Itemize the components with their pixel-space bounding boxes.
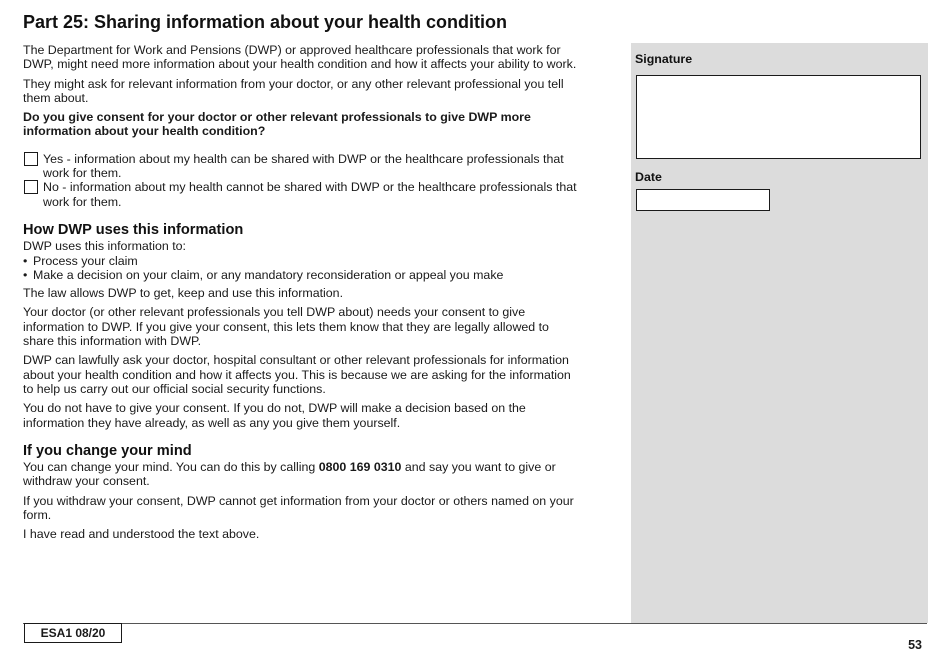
footer-divider — [23, 623, 927, 624]
lawful-paragraph: DWP can lawfully ask your doctor, hospital consultant or other relevant professionals for information about your health condition and how it affects you. This is because we are asking for the information to help us carry out our official social security functions. — [23, 353, 571, 396]
change-mind-paragraph — [23, 460, 583, 489]
section-heading-change-mind: If you change your mind — [23, 442, 192, 459]
consent-yes-option[interactable] — [23, 152, 583, 181]
change-mind-text-end: and say you want to give or withdraw your consent. — [23, 460, 556, 489]
intro-paragraph: They might ask for relevant information from your doctor, or any other relevant professional you tell them about. — [23, 76, 564, 105]
consent-no-checkbox[interactable] — [24, 180, 38, 194]
withdraw-paragraph: If you withdraw your consent, DWP cannot get information from your doctor or others named on your form. — [23, 493, 574, 523]
consent-no-option[interactable] — [23, 180, 583, 209]
signature-field[interactable] — [636, 75, 921, 159]
main-content — [23, 43, 583, 547]
date-field[interactable] — [636, 189, 770, 211]
form-code-badge: ESA1 08/20 — [24, 623, 122, 643]
law-paragraph: The law allows DWP to get, keep and use this information. — [23, 286, 344, 301]
page-title: Part 25: Sharing information about your health condition — [23, 12, 508, 32]
signature-label: Signature — [635, 52, 693, 66]
intro-paragraph: The Department for Work and Pensions (DWP) or approved healthcare professionals that work for DWP, might need more information about your health condition and how it affects your ability to work. — [23, 43, 577, 72]
phone-number: 0800 169 0310 — [318, 460, 402, 475]
consent-question: Do you give consent for your doctor or other relevant professionals to give DWP more information about your health condition? — [23, 110, 531, 139]
date-label: Date — [635, 170, 662, 184]
no-consent-paragraph: You do not have to give your consent. If you do not, DWP will make a decision based on the information they have already, as well as any you give them yourself. — [23, 401, 526, 430]
uses-lead: DWP uses this information to: — [23, 239, 186, 254]
section-heading-how-dwp: How DWP uses this information — [23, 221, 244, 238]
consent-no-label: No - information about my health cannot be shared with DWP or the healthcare professionals that work for them. — [43, 180, 577, 209]
list-item: • Process your claim — [23, 254, 583, 268]
signature-panel — [631, 43, 928, 623]
consent-yes-checkbox[interactable] — [24, 152, 38, 166]
read-understood-statement: I have read and understood the text above. — [23, 527, 260, 542]
uses-list — [23, 254, 583, 283]
consent-yes-label: Yes - information about my health can be shared with DWP or the healthcare professionals that work for them. — [43, 151, 564, 181]
list-item: • Make a decision on your claim, or any mandatory reconsideration or appeal you make — [23, 268, 583, 282]
page-number: 53 — [908, 638, 922, 652]
change-mind-text: You can change your mind. You can do this by calling — [23, 460, 319, 475]
consent-paragraph: Your doctor (or other relevant professionals you tell DWP about) needs your consent to give information to DWP. If you give your consent, this lets them know that they are legally allowed to share this information with DWP. — [23, 305, 549, 349]
